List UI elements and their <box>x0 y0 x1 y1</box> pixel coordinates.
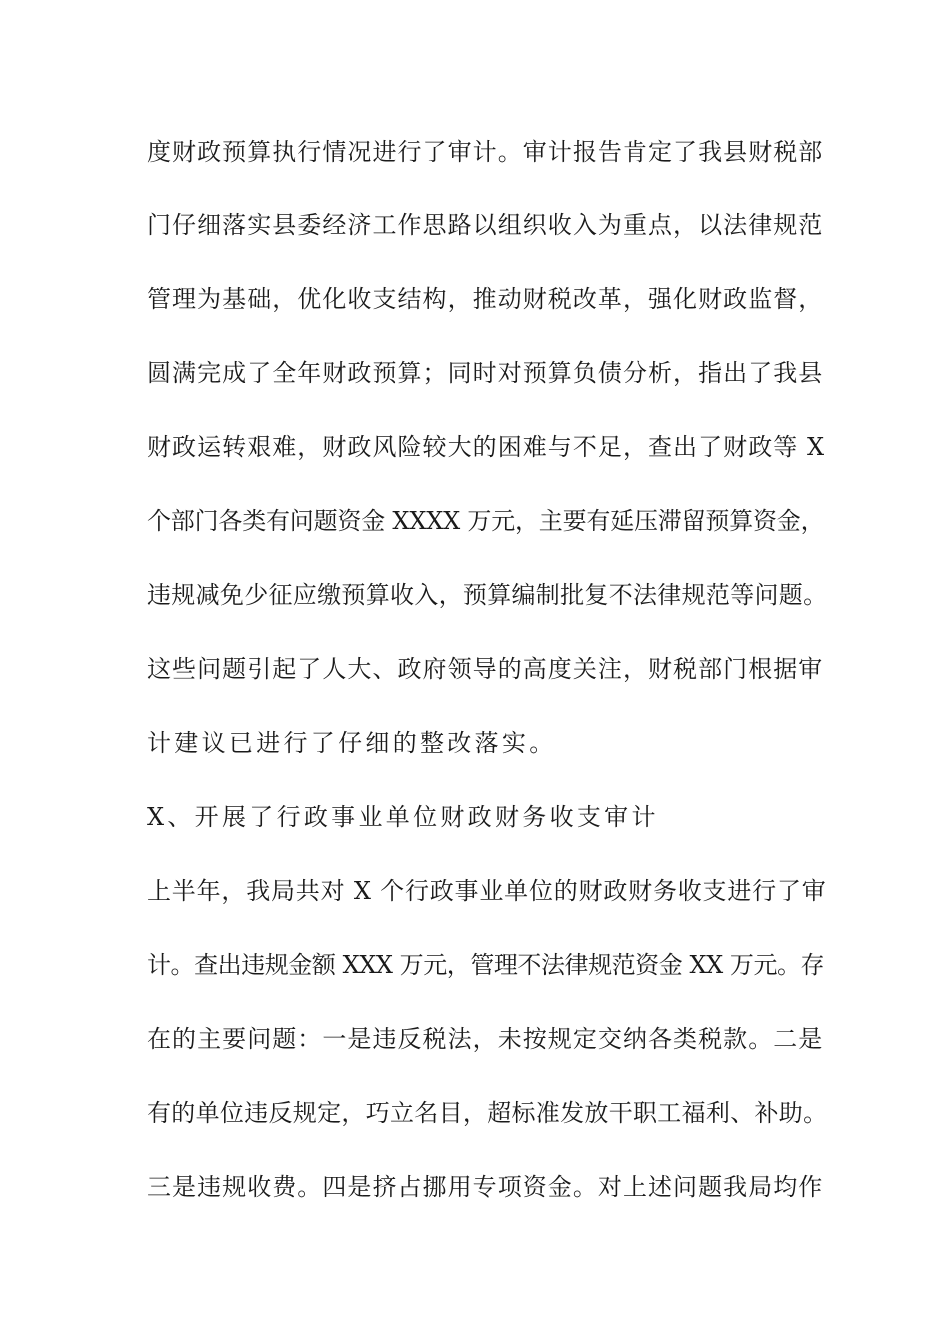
body-text-line: 三是违规收费。四是挤占挪用专项资金。对上述问题我局均作 <box>147 1173 824 1201</box>
body-text-line: 计。查出违规金额 XXX 万元，管理不法律规范资金 XX 万元。存 <box>147 951 825 979</box>
section-heading: X、开展了行政事业单位财政财务收支审计 <box>147 803 659 831</box>
body-text-line: 财政运转艰难，财政风险较大的困难与不足，查出了财政等 X <box>147 433 826 461</box>
body-text-line: 计建议已进行了仔细的整改落实。 <box>147 729 557 757</box>
body-text-line: 这些问题引起了人大、政府领导的高度关注，财税部门根据审 <box>147 655 824 683</box>
body-text-line: 门仔细落实县委经济工作思路以组织收入为重点，以法律规范 <box>147 211 824 239</box>
body-text-line: 在的主要问题：一是违反税法，未按规定交纳各类税款。二是 <box>147 1025 824 1053</box>
body-text-line: 度财政预算执行情况进行了审计。审计报告肯定了我县财税部 <box>147 138 824 166</box>
body-text-line: 违规减免少征应缴预算收入，预算编制批复不法律规范等问题。 <box>147 581 828 609</box>
body-text-line: 上半年，我局共对 X 个行政事业单位的财政财务收支进行了审 <box>147 877 827 905</box>
body-text-line: 有的单位违反规定，巧立名目，超标准发放干职工福利、补助。 <box>147 1099 828 1127</box>
body-text-line: 圆满完成了全年财政预算；同时对预算负债分析，指出了我县 <box>147 359 824 387</box>
body-text-line: 个部门各类有问题资金 XXXX 万元，主要有延压滞留预算资金， <box>147 507 825 535</box>
body-text-line: 管理为基础，优化收支结构，推动财税改革，强化财政监督， <box>147 285 824 313</box>
